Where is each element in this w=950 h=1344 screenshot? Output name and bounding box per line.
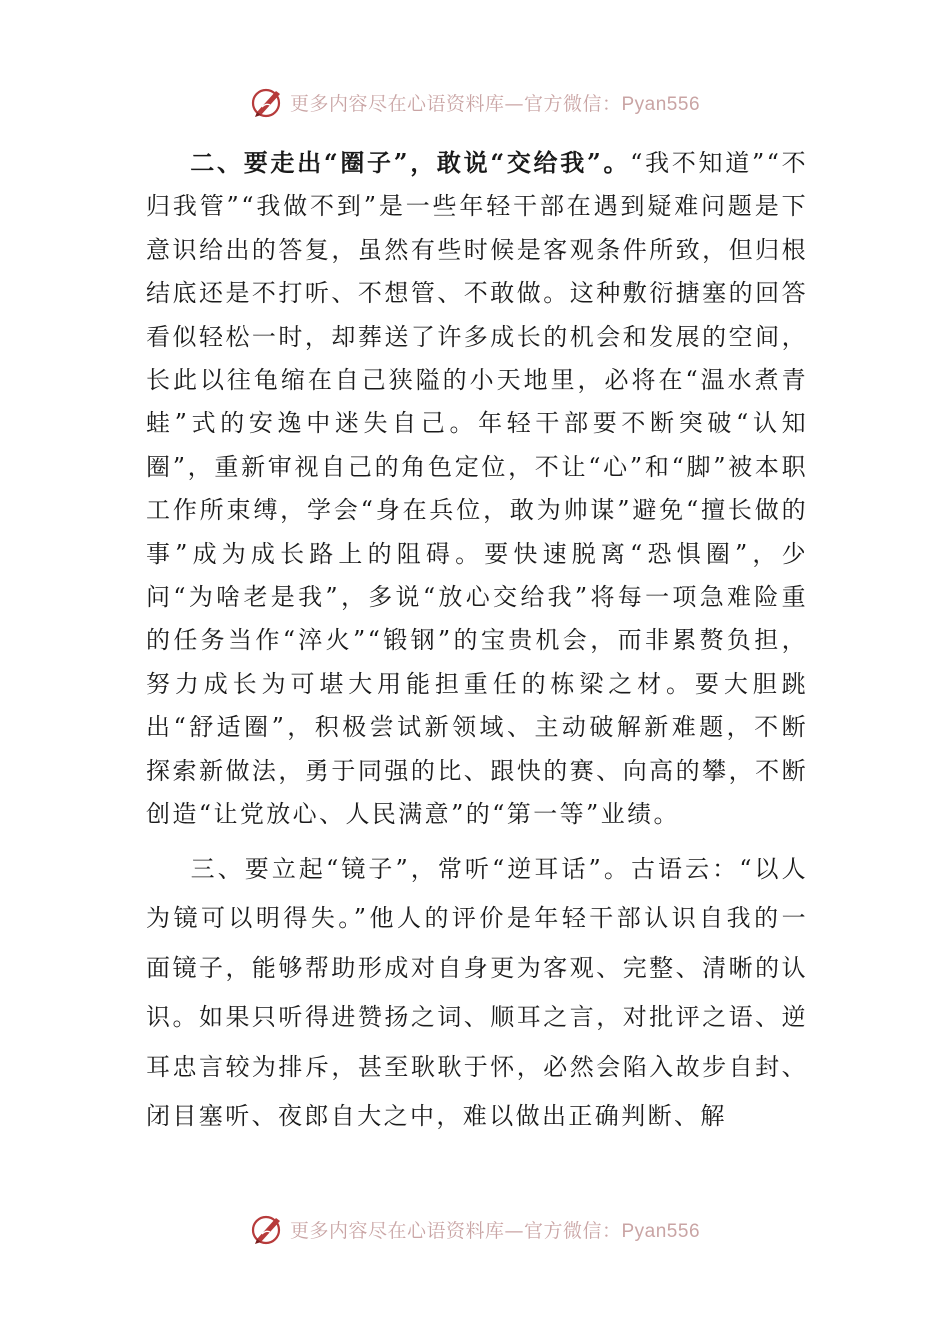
wechat-id: Pyan556 <box>621 93 701 115</box>
watermark-banner-top <box>0 82 950 122</box>
watermark-banner-bottom <box>0 1209 950 1249</box>
section-3-heading: 三、要立起“镜子”，常听“逆耳话”。 <box>190 854 631 883</box>
section-3-body: 古语云：“以人为镜可以明得失。”他人的评价是年轻干部认识自我的一面镜子，能够帮助形成对自身更为客观、完整、清晰的认识。如果只听得进赞扬之词、顺耳之言，对批评之语、逆耳忠言较为排斥，甚至耿耿于怀，必然会陷入故步自封、闭目塞听、夜郎自大之中，难以做出正确判断、解 <box>146 854 809 1131</box>
section-2-heading: 二、要走出“圈子”，敢说“交给我”。 <box>190 148 631 177</box>
watermark-text: 更多内容尽在心语资料库—官方微信：Pyan556 <box>289 92 701 115</box>
section-2-body: “我不知道”“不归我管”“我做不到”是一些年轻干部在遇到疑难问题是下意识给出的答复，虽然有些时候是客观条件所致，但归根结底还是不打听、不想管、不敢做。这种敷衍搪塞的回答看似轻松一时，却葬送了许多成长的机会和发展的空间，长此以往龟缩在自己狭隘的小天地里，必将在“温水煮青蛙”式的安逸中迷失自己。年轻干部要不断突破“认知圈”，重新审视自己的角色定位，不让“心”和“脚”被本职工作所束缚，学会“身在兵位，敢为帅谋”避免“擅长做的事”成为成长路上的阻碍。要快速脱离“恐惧圈”，少问“为啥老是我”，多说“放心交给我”将每一项急难险重的任务当作“淬火”“锻钢”的宝贵机会，而非累赘负担，努力成长为可堪大用能担重任的栋梁之材。要大胆跳出“舒适圈”，积极尝试新领域、主动破解新难题，不断探索新做法，勇于同强的比、跟快的赛、向高的攀，不断创造“让党放心、人民满意”的“第一等”业绩。 <box>146 149 808 829</box>
pen-logo-icon <box>250 1212 284 1246</box>
paragraph-section-2 <box>146 141 808 837</box>
pen-logo-icon <box>250 85 284 119</box>
paragraph-section-3 <box>146 845 808 1143</box>
watermark-text: 更多内容尽在心语资料库—官方微信：Pyan556 <box>289 1219 701 1242</box>
document-body <box>146 141 808 1142</box>
wechat-id: Pyan556 <box>621 1220 701 1242</box>
